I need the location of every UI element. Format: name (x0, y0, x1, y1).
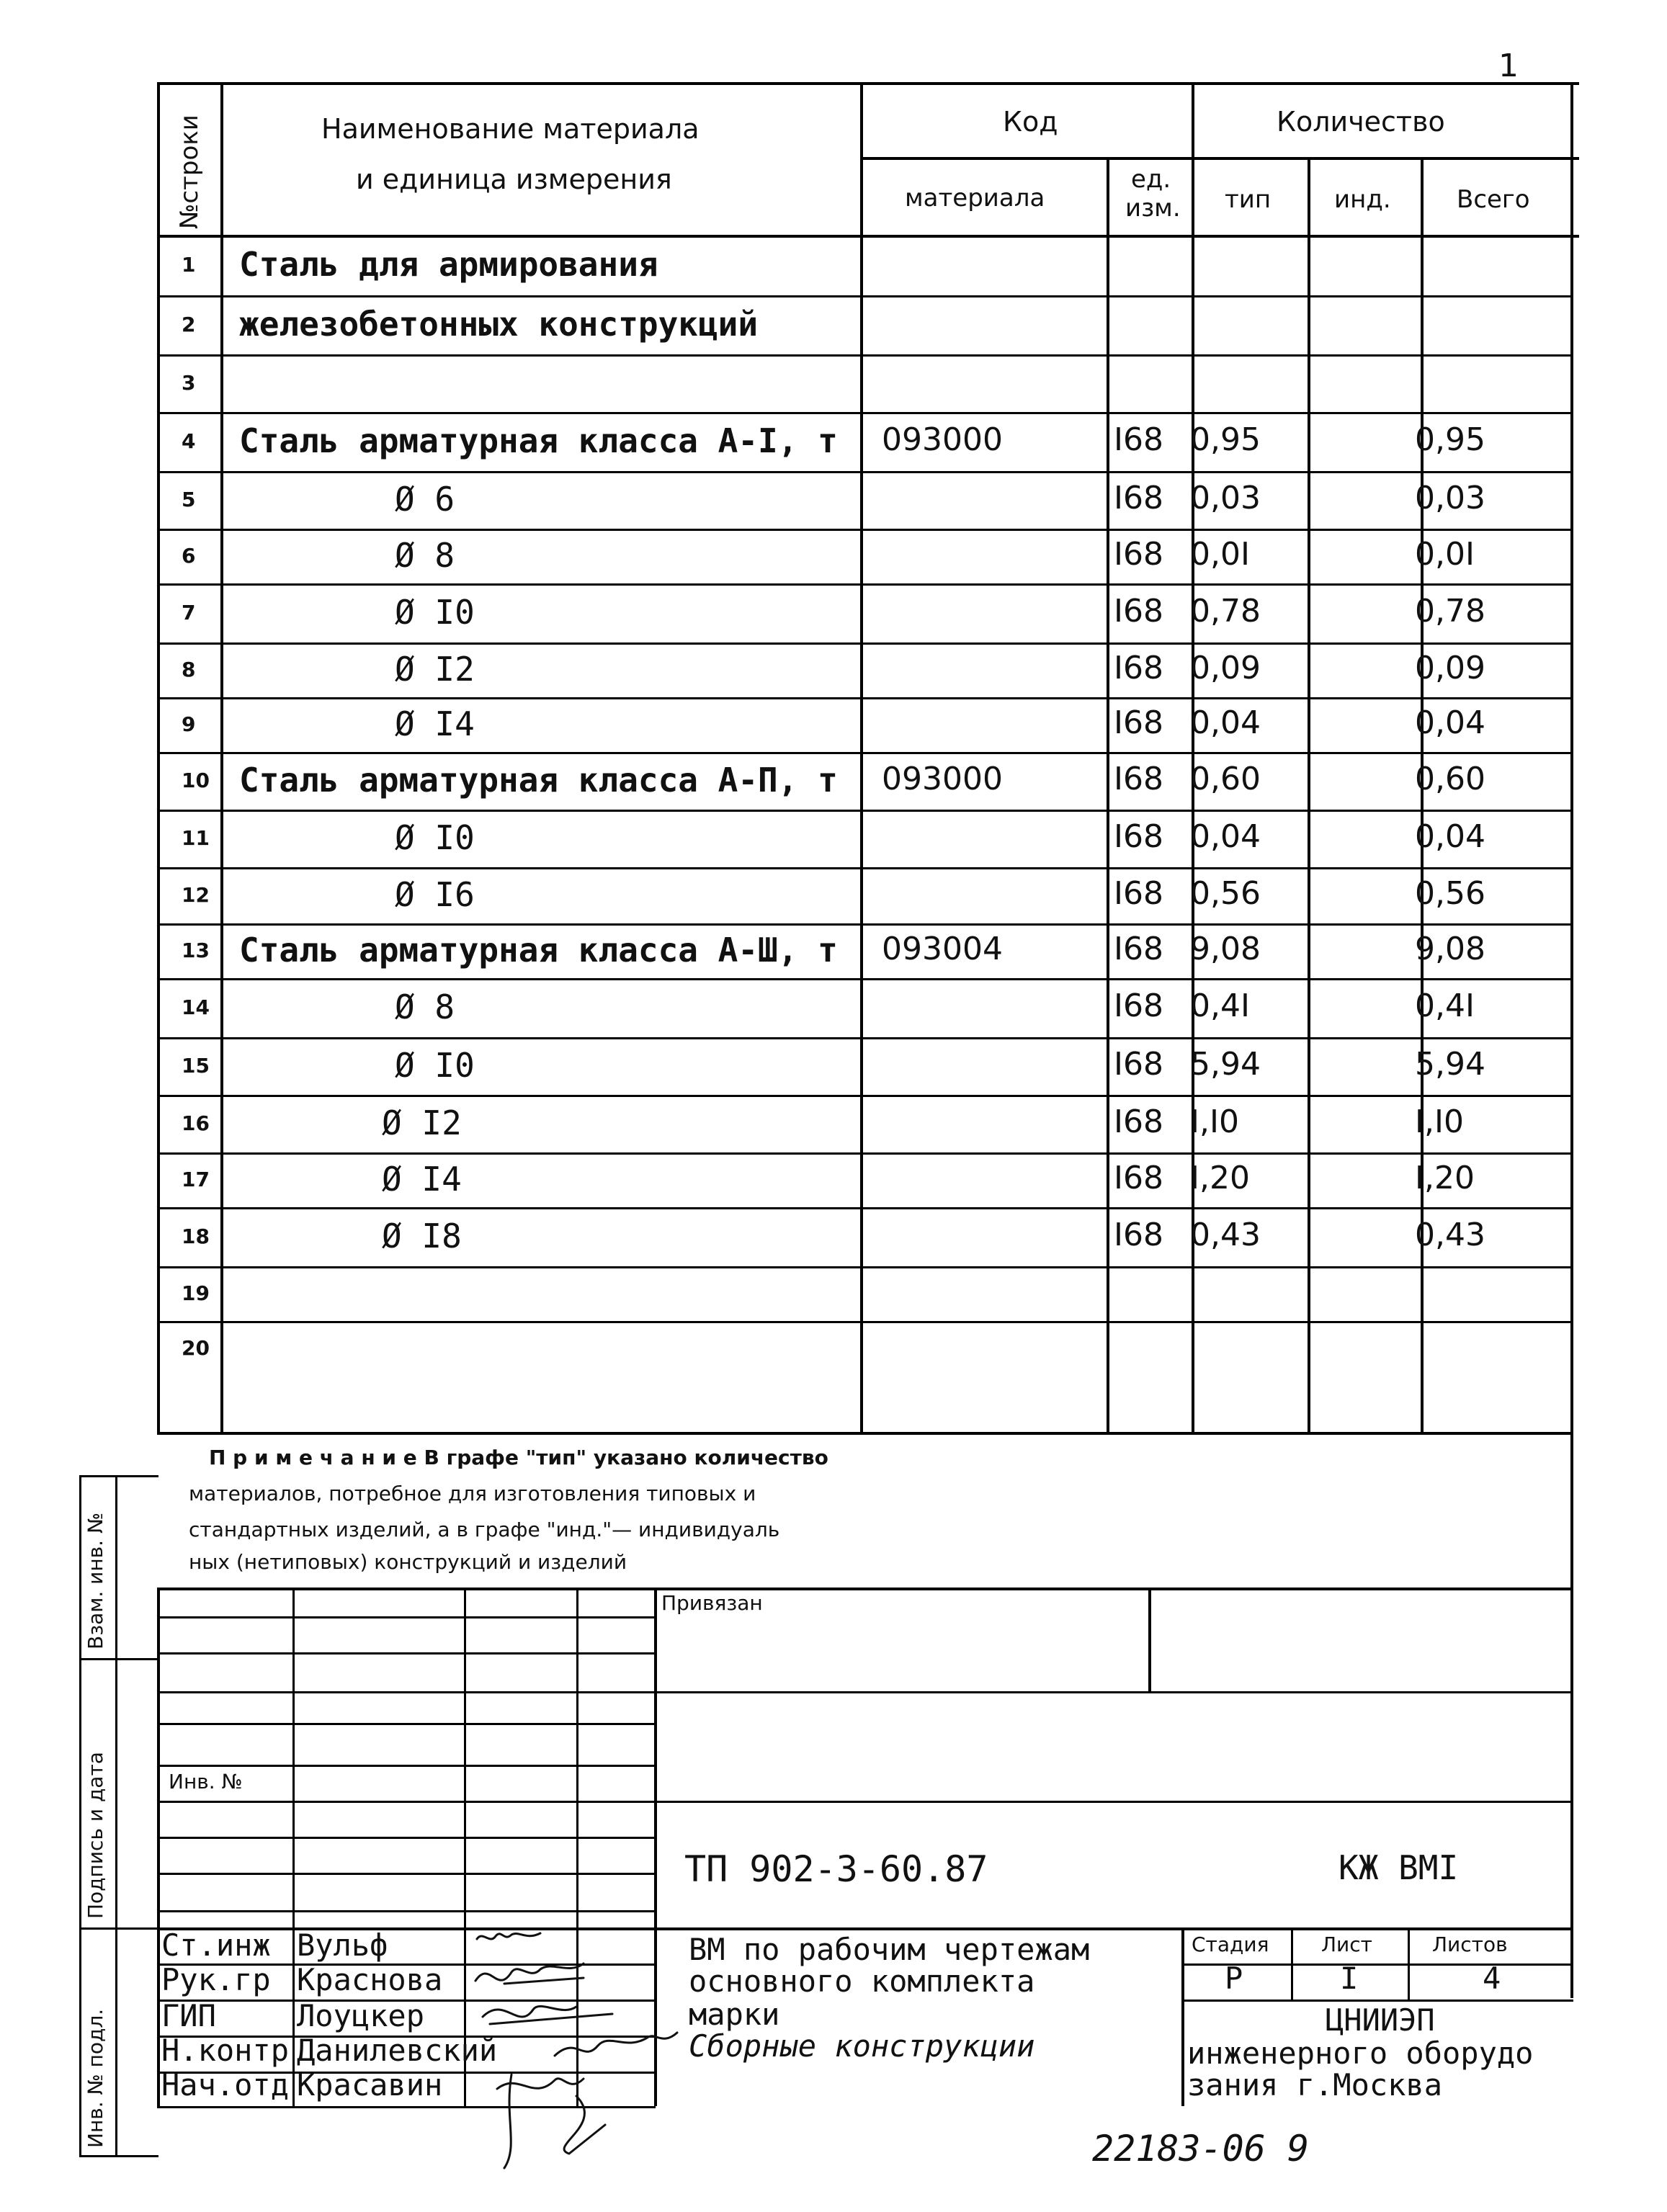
total-quantity-header: Всего (1457, 185, 1530, 214)
total-quantity: I,I0 (1415, 1103, 1464, 1140)
stage-value: Р (1225, 1961, 1243, 1996)
description-line-2: основного комплекта (689, 1964, 1035, 1999)
material-name: Сталь арматурная класса А-I, т (239, 421, 838, 460)
note-line-1: П р и м е ч а н и е В графе "тип" указано количество (209, 1446, 828, 1469)
unit-code: I68 (1114, 818, 1163, 855)
unit-code: I68 (1114, 1160, 1163, 1196)
row-number: 11 (182, 826, 210, 850)
inventory-number-label: Инв. № (169, 1770, 243, 1794)
material-name: Ø I4 (395, 704, 475, 743)
staff-name: Красавин (297, 2067, 443, 2103)
total-quantity: 5,94 (1415, 1046, 1485, 1083)
document-mark: КЖ ВМI (1338, 1848, 1459, 1887)
unit-code: I68 (1114, 480, 1163, 516)
row-number: 16 (182, 1111, 210, 1135)
row-number: 5 (182, 488, 196, 511)
row-number: 6 (182, 544, 196, 568)
material-name: железобетонных конструкций (239, 305, 759, 344)
material-name: Ø I2 (382, 1103, 462, 1142)
unit-code: I68 (1114, 1217, 1163, 1253)
handwritten-signatures (461, 1909, 692, 2182)
staff-role: Рук.гр (161, 1962, 271, 1997)
material-name: Сталь арматурная класса А-П, т (239, 761, 838, 800)
total-quantity: 0,0I (1415, 536, 1475, 573)
unit-code: I68 (1114, 1046, 1163, 1083)
original-inventory-label: Инв. № подл. (84, 2008, 107, 2148)
unit-code-header-1: ед. (1131, 165, 1171, 194)
row-number: 1 (182, 253, 196, 277)
row-number: 12 (182, 883, 210, 907)
description-line-4: Сборные конструкции (689, 2028, 1035, 2064)
type-quantity: 0,43 (1190, 1217, 1261, 1253)
sheets-value: 4 (1483, 1961, 1501, 1996)
staff-role: Н.контр (161, 2033, 290, 2068)
archive-number: 22183-06 9 (1092, 2128, 1310, 2170)
total-quantity: 0,04 (1415, 818, 1485, 855)
type-quantity-header: тип (1225, 185, 1272, 214)
unit-of-measure-header: и единица измерения (356, 164, 672, 195)
signature-krasnova (475, 1964, 584, 1984)
row-number: 8 (182, 658, 196, 681)
type-quantity: 5,94 (1190, 1046, 1261, 1083)
organization-line-2: инженерного оборудо (1187, 2036, 1534, 2071)
total-quantity: 0,60 (1415, 761, 1485, 797)
material-name: Ø I0 (395, 1046, 475, 1085)
signature-loutsker (483, 2006, 612, 2024)
total-quantity: 0,03 (1415, 480, 1485, 516)
document-code: ТП 902-3-60.87 (684, 1848, 988, 1890)
type-quantity: 0,60 (1190, 761, 1261, 797)
total-quantity: 0,4I (1415, 988, 1475, 1024)
row-number-header: №строки (175, 115, 204, 229)
organization-line-3: зания г.Москва (1187, 2067, 1443, 2103)
page-mark: 1 (1498, 48, 1519, 84)
total-quantity: 0,56 (1415, 875, 1485, 912)
row-number: 3 (182, 371, 196, 395)
type-quantity: 0,04 (1190, 704, 1261, 741)
sheet-label: Лист (1321, 1933, 1372, 1956)
row-number: 18 (182, 1224, 210, 1248)
row-number: 13 (182, 939, 210, 962)
sheet-value: I (1340, 1961, 1359, 1996)
material-name: Ø I0 (395, 818, 475, 857)
type-quantity: 0,04 (1190, 818, 1261, 855)
total-quantity: 0,78 (1415, 593, 1485, 630)
row-number: 2 (182, 313, 196, 336)
material-name: Ø 8 (395, 536, 455, 575)
row-number: 19 (182, 1281, 210, 1305)
description-line-1: ВМ по рабочим чертежам (689, 1932, 1090, 1967)
type-quantity: 0,4I (1190, 988, 1250, 1024)
material-code-header: материала (905, 184, 1045, 212)
staff-name: Данилевский (297, 2033, 498, 2068)
material-name: Сталь для армирования (239, 245, 658, 284)
total-quantity: 0,09 (1415, 650, 1485, 686)
staff-role: Нач.отд (161, 2067, 290, 2103)
material-name: Сталь арматурная класса А-Ш, т (239, 931, 838, 970)
staff-name: Лоуцкер (297, 1998, 425, 2033)
unit-code-header-2: изм. (1125, 194, 1181, 223)
note-line-3: стандартных изделий, а в графе "инд."— индивидуаль (189, 1518, 780, 1541)
signature-krasavin (497, 2074, 605, 2168)
material-code: 093004 (882, 931, 1003, 967)
row-number: 14 (182, 995, 210, 1019)
material-code: 093000 (882, 421, 1003, 458)
type-quantity: 0,95 (1190, 421, 1261, 458)
material-name: Ø I0 (395, 593, 475, 632)
material-name: Ø I6 (395, 875, 475, 914)
type-quantity: 0,56 (1190, 875, 1261, 912)
row-number: 15 (182, 1054, 210, 1078)
row-number: 10 (182, 769, 210, 792)
unit-code: I68 (1114, 421, 1163, 458)
staff-role: ГИП (161, 1998, 216, 2033)
material-name: Ø I4 (382, 1160, 462, 1199)
unit-code: I68 (1114, 875, 1163, 912)
unit-code: I68 (1114, 988, 1163, 1024)
material-name-header: Наименование материала (321, 113, 700, 145)
linked-label: Привязан (661, 1591, 763, 1615)
unit-code: I68 (1114, 761, 1163, 797)
unit-code: I68 (1114, 1103, 1163, 1140)
row-number: 9 (182, 712, 196, 736)
type-quantity: 0,78 (1190, 593, 1261, 630)
unit-code: I68 (1114, 704, 1163, 741)
staff-name: Краснова (297, 1962, 443, 1997)
signature-danilevsky (555, 2033, 677, 2056)
row-number: 20 (182, 1336, 210, 1360)
sheets-label: Листов (1432, 1933, 1508, 1956)
material-name: Ø 6 (395, 480, 455, 519)
type-quantity: 9,08 (1190, 931, 1261, 967)
type-quantity: 0,09 (1190, 650, 1261, 686)
row-number: 4 (182, 429, 196, 453)
description-line-3: марки (689, 1997, 780, 2032)
signature-vulf (477, 1933, 540, 1939)
material-name: Ø I8 (382, 1217, 462, 1255)
type-quantity: I,I0 (1190, 1103, 1239, 1140)
replacement-inventory-label: Взам. инв. № (84, 1512, 107, 1649)
quantity-header: Количество (1277, 106, 1445, 138)
row-number: 7 (182, 601, 196, 624)
type-quantity: 0,03 (1190, 480, 1261, 516)
total-quantity: I,20 (1415, 1160, 1475, 1196)
unit-code: I68 (1114, 536, 1163, 573)
note-line-2: материалов, потребное для изготовления типовых и (189, 1482, 756, 1505)
unit-code: I68 (1114, 931, 1163, 967)
organization-line-1: ЦНИИЭП (1326, 2002, 1435, 2038)
material-code: 093000 (882, 761, 1003, 797)
individual-quantity-header: инд. (1334, 185, 1391, 214)
note-line-4: ных (нетиповых) конструкций и изделий (189, 1550, 627, 1574)
staff-role: Ст.инж (161, 1927, 271, 1963)
unit-code: I68 (1114, 593, 1163, 630)
staff-name: Вульф (297, 1927, 388, 1963)
type-quantity: I,20 (1190, 1160, 1250, 1196)
material-name: Ø 8 (395, 988, 455, 1026)
type-quantity: 0,0I (1190, 536, 1250, 573)
total-quantity: 0,95 (1415, 421, 1485, 458)
total-quantity: 0,04 (1415, 704, 1485, 741)
total-quantity: 0,43 (1415, 1217, 1485, 1253)
material-name: Ø I2 (395, 650, 475, 689)
signature-date-label: Подпись и дата (84, 1752, 107, 1919)
total-quantity: 9,08 (1415, 931, 1485, 967)
row-number: 17 (182, 1168, 210, 1191)
code-header: Код (1003, 106, 1058, 138)
unit-code: I68 (1114, 650, 1163, 686)
stage-label: Стадия (1192, 1933, 1269, 1956)
